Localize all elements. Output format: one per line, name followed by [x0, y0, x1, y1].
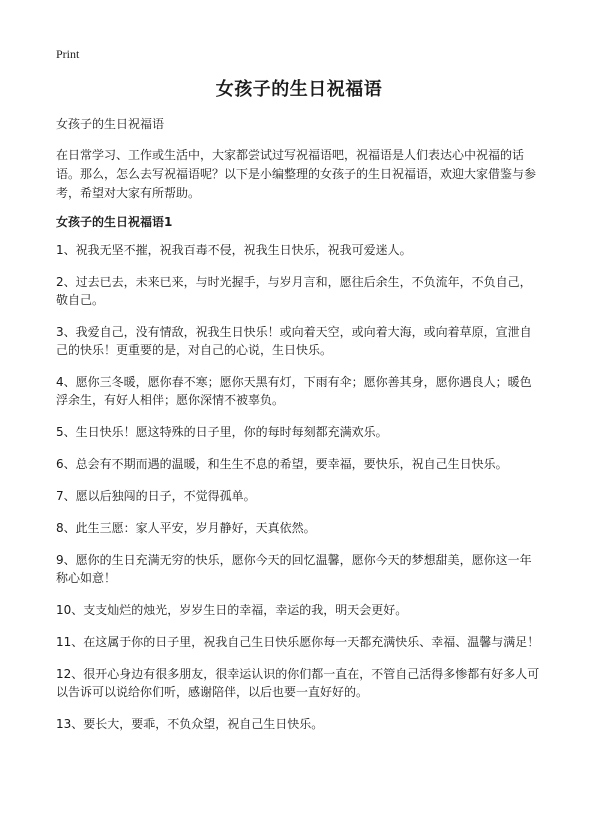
wish-item: 3、我爱自己，没有情敌，祝我生日快乐！或向着天空，或向着大海，或向着草原，宣泄自己的快乐！更重要的是，对自己的心说，生日快乐。 — [56, 325, 532, 357]
wish-item: 5、生日快乐！愿这特殊的日子里，你的每时每刻都充满欢乐。 — [56, 425, 388, 439]
intro-paragraph: 在日常学习、工作或生活中，大家都尝试过写祝福语吧，祝福语是人们表达心中祝福的话语。那么，怎么去写祝福语呢？以下是小编整理的女孩子的生日祝福语，欢迎大家借鉴与参考，希望对大家有所帮助。 — [56, 148, 537, 200]
print-link[interactable]: Print — [56, 47, 80, 61]
wish-item: 9、愿你的生日充满无穷的快乐，愿你今天的回忆温馨，愿你今天的梦想甜美，愿你这一年称心如意！ — [56, 553, 532, 585]
section-heading: 女孩子的生日祝福语1 — [56, 215, 173, 229]
wish-item: 6、总会有不期而遇的温暖，和生生不息的希望，要幸福，要快乐，祝自己生日快乐。 — [56, 457, 508, 471]
wish-item: 10、支支灿烂的烛光，岁岁生日的幸福，幸运的我，明天会更好。 — [56, 603, 408, 617]
wish-item: 12、很开心身边有很多朋友，很幸运认识的你们都一直在，不管自己活得多惨都有好多人可以告诉可以说给你们听，感谢陪伴，以后也要一直好好的。 — [56, 667, 540, 699]
document-subtitle: 女孩子的生日祝福语 — [56, 117, 165, 131]
page-title: 女孩子的生日祝福语 — [215, 79, 383, 100]
wish-item: 13、要长大，要乖，不负众望，祝自己生日快乐。 — [56, 717, 324, 731]
wish-item: 2、过去已去，未来已来，与时光握手，与岁月言和，愿往后余生，不负流年，不负自己，敬自己。 — [56, 275, 532, 307]
wish-item: 7、愿以后独闯的日子，不觉得孤单。 — [56, 489, 256, 503]
wish-item: 8、此生三愿：家人平安，岁月静好，天真依然。 — [56, 521, 316, 535]
wish-item: 4、愿你三冬暖，愿你春不寒；愿你天黑有灯，下雨有伞；愿你善其身，愿你遇良人；暖色浮余生，有好人相伴；愿你深情不被辜负。 — [56, 375, 532, 407]
wish-item: 1、祝我无坚不摧，祝我百毒不侵，祝我生日快乐，祝我可爱迷人。 — [56, 243, 412, 257]
wish-item: 11、在这属于你的日子里，祝我自己生日快乐愿你每一天都充满快乐、幸福、温馨与满足！ — [56, 635, 540, 649]
wish-list — [56, 241, 542, 733]
